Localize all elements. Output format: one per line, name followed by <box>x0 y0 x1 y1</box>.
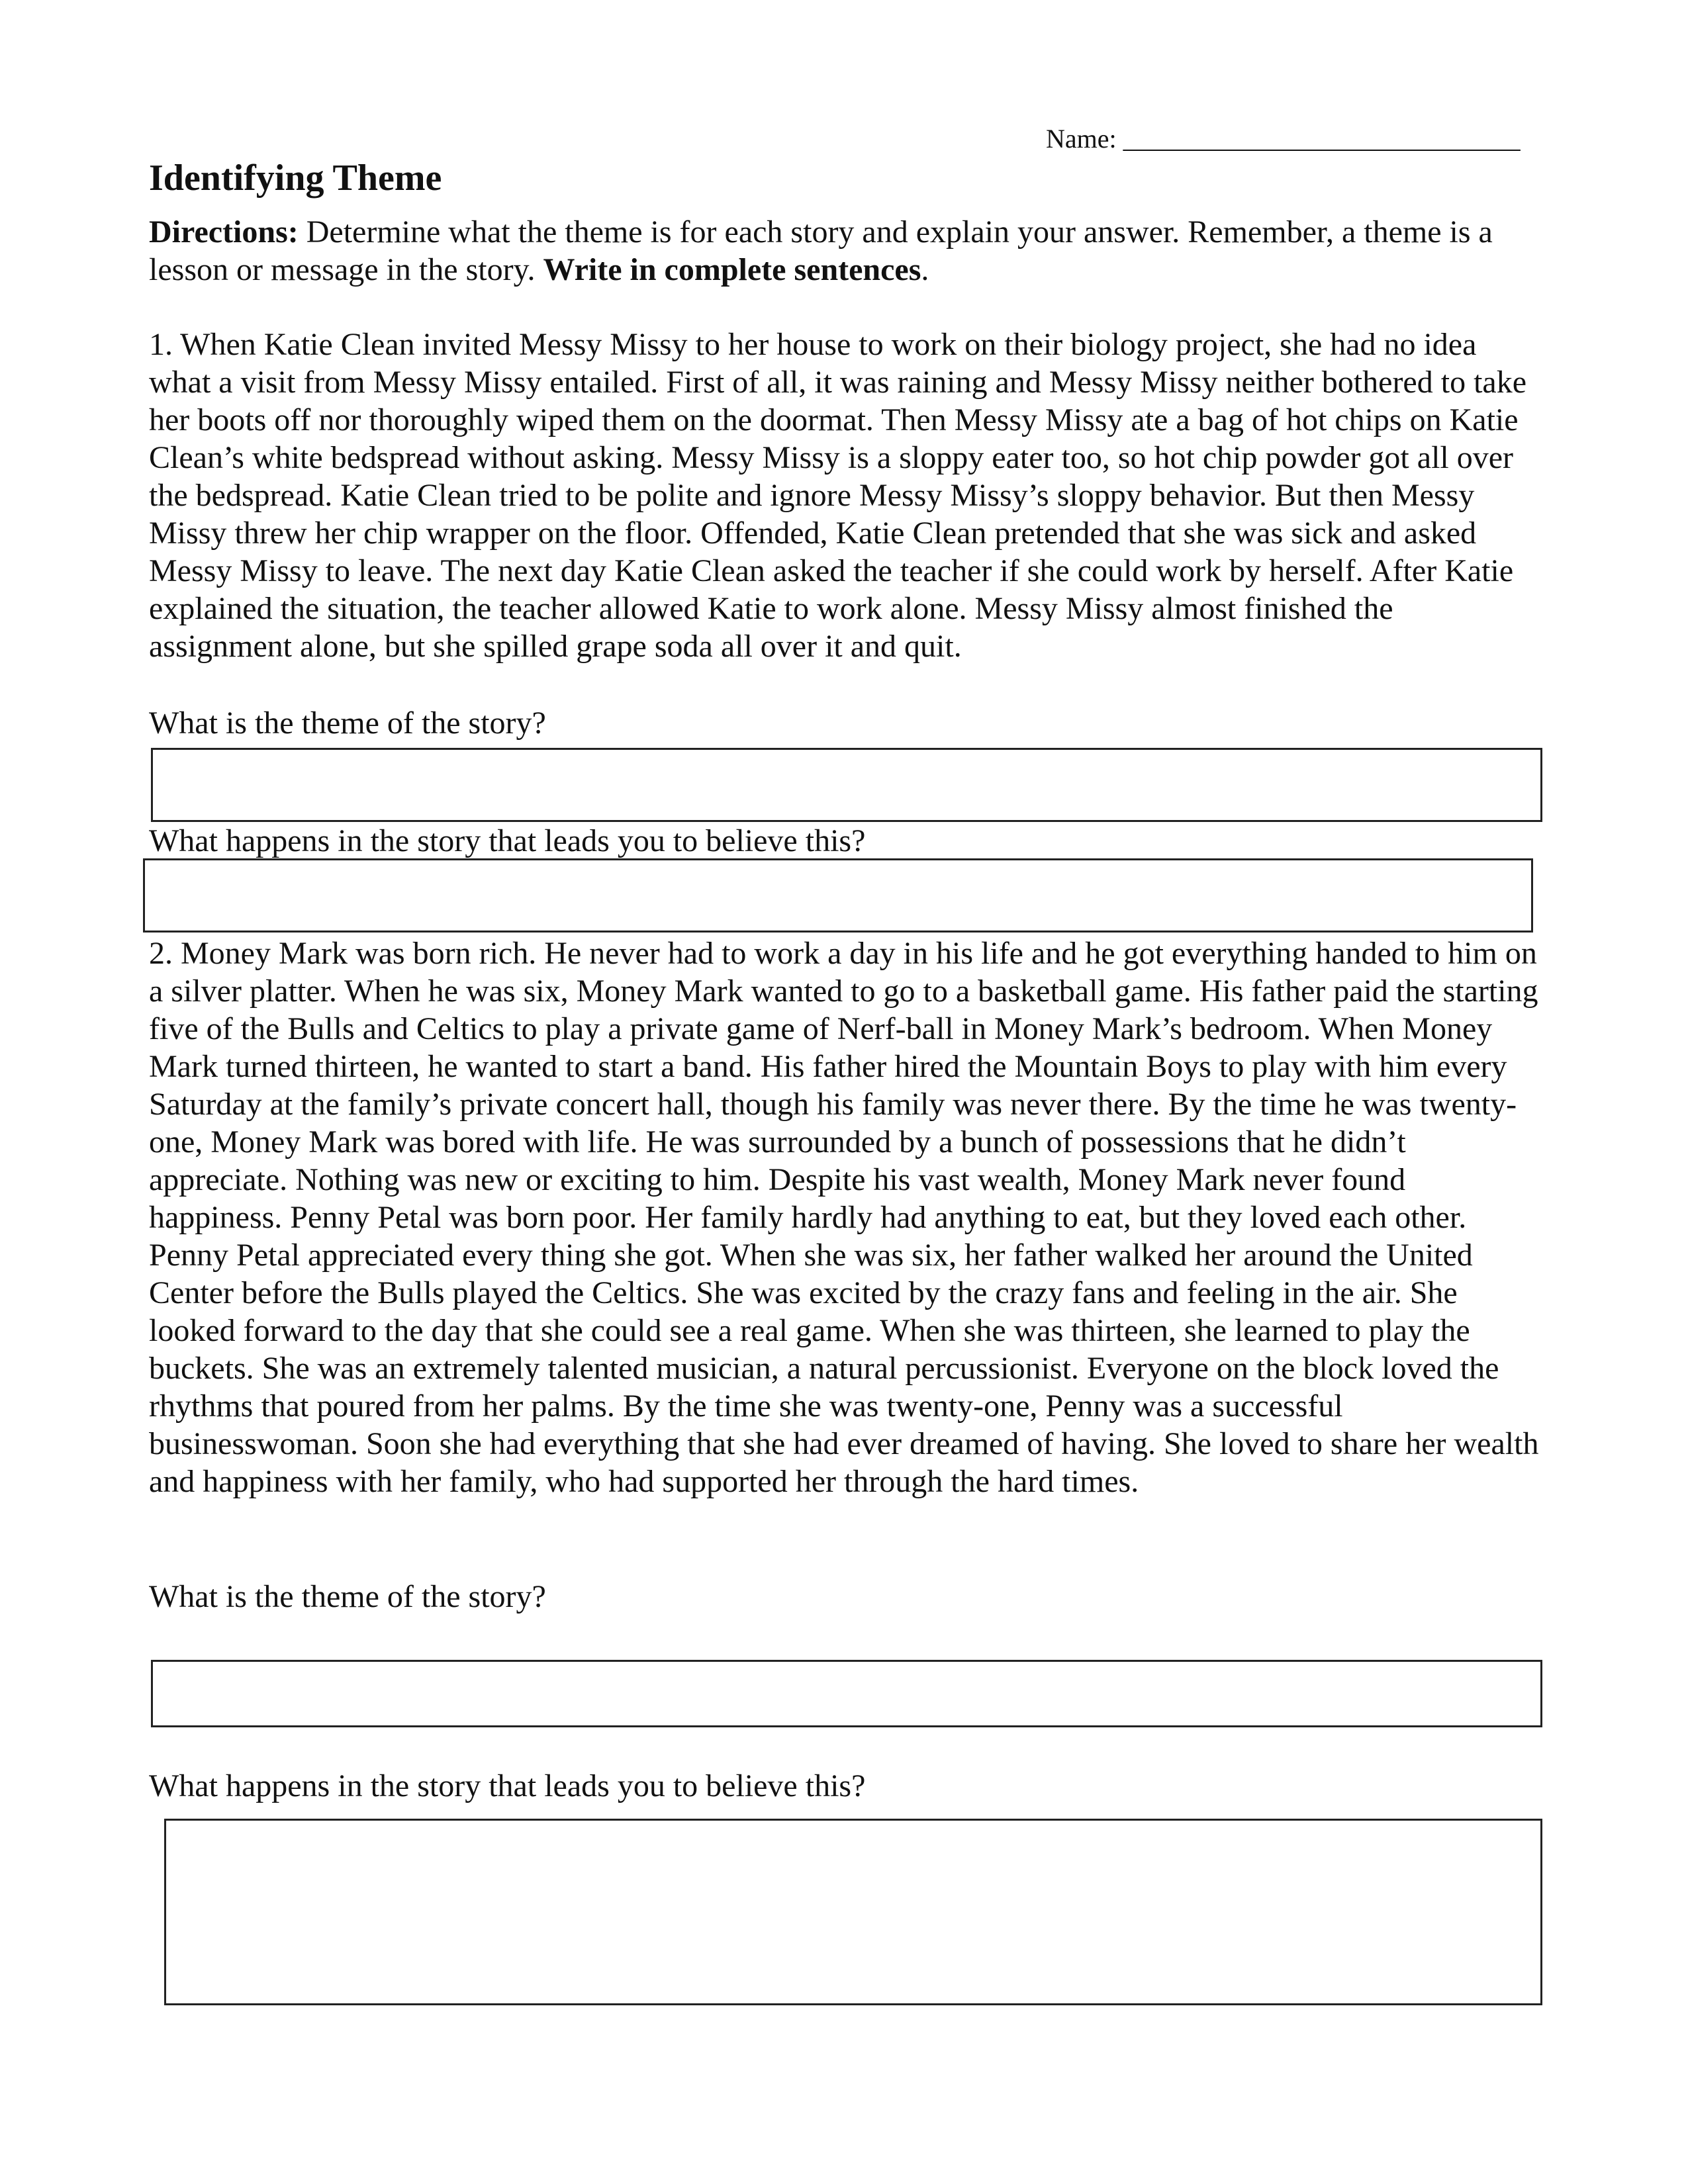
story-2-theme-question: What is the theme of the story? <box>149 1579 546 1614</box>
story-2-theme-answer-box[interactable] <box>151 1660 1542 1727</box>
directions-emphasis: Write in complete sentences <box>543 252 921 287</box>
directions <box>149 213 1542 289</box>
story-1-text: 1. When Katie Clean invited Messy Missy to her house to work on their biology project, she had no idea what a visit from Messy Missy entailed. First of all, it was raining and Messy Missy neither bothered to take her boots off nor thoroughly wiped them on the doormat. Then Messy Missy ate a bag of hot chips on Katie Clean’s white bedspread without asking. Messy Missy is a sloppy eater too, so hot chip powder got all over the bedspread. Katie Clean tried to be polite and ignore Messy Missy’s sloppy behavior. But then Messy Missy threw her chip wrapper on the floor. Offended, Katie Clean pretended that she was sick and asked Messy Missy to leave. The next day Katie Clean asked the teacher if she could work by herself. After Katie explained the situation, the teacher allowed Katie to work alone. Messy Missy almost finished the assignment alone, but she spilled grape soda all over it and quit. <box>149 327 1527 664</box>
directions-label: Directions: <box>149 214 299 250</box>
page-title: Identifying Theme <box>149 158 442 199</box>
story-1-evidence-answer-box[interactable] <box>143 858 1533 933</box>
directions-end: . <box>921 252 929 287</box>
story-1-theme-answer-box[interactable] <box>151 748 1542 822</box>
directions-text: Determine what the theme is for each story and explain your answer. Remember, a theme is a lesson or message in the story. <box>149 214 1493 287</box>
story-2-text: 2. Money Mark was born rich. He never had to work a day in his life and he got everything handed to him on a silver platter. When he was six, Money Mark wanted to go to a basketball game. His father paid the starting five of the Bulls and Celtics to play a private game of Nerf-ball in Money Mark’s bedroom. When Money Mark turned thirteen, he wanted to start a band. His father hired the Mountain Boys to play with him every Saturday at the family’s private concert hall, though his family was never there. By the time he was twenty-one, Money Mark was bored with life. He was surrounded by a bunch of possessions that he didn’t appreciate. Nothing was new or exciting to him. Despite his vast wealth, Money Mark never found happiness. Penny Petal was born poor. Her family hardly had anything to eat, but they loved each other. Penny Petal appreciated every thing she got. When she was six, her father walked her around the United Center before the Bulls played the Celtics. She was excited by the crazy fans and feeling in the air. She looked forward to the day that she could see a real game. When she was thirteen, she learned to play the buckets. She was an extremely talented musician, a natural percussionist. Everyone on the block loved the rhythms that poured from her palms. By the time she was twenty-one, Penny was a successful businesswoman. Soon she had everything that she had ever dreamed of having. She loved to share her wealth and happiness with her family, who had supported her through the hard times. <box>149 936 1539 1499</box>
story-2-evidence-question: What happens in the story that leads you to believe this? <box>149 1768 866 1803</box>
story-1-evidence-question: What happens in the story that leads you to believe this? <box>149 823 866 858</box>
story-1-theme-question: What is the theme of the story? <box>149 705 546 741</box>
story-2-evidence-answer-box[interactable] <box>164 1819 1542 2005</box>
name-field[interactable]: Name: ______________________________ <box>1046 124 1521 154</box>
